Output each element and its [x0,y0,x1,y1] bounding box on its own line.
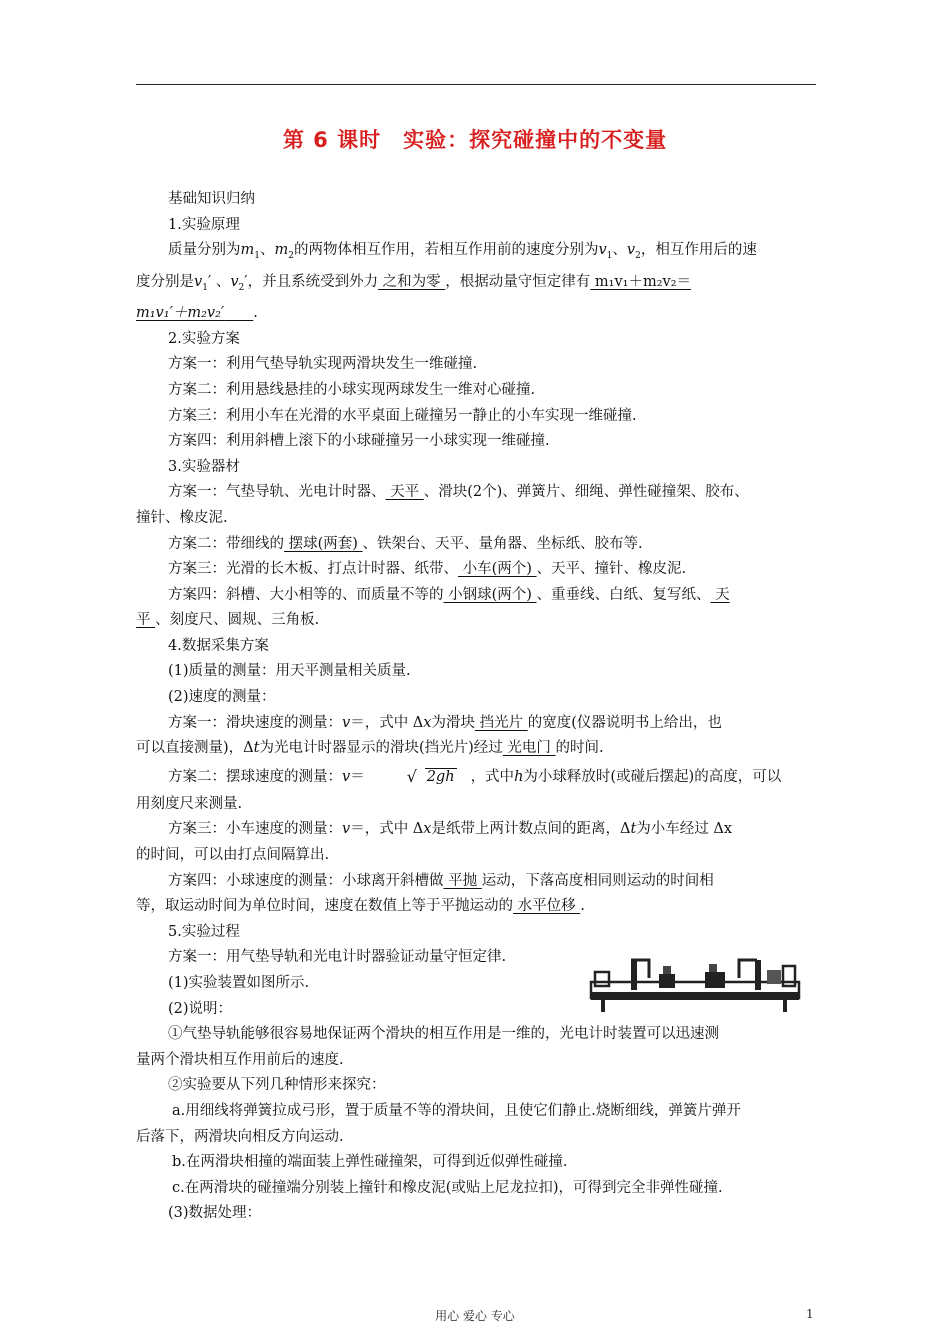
answer-blank: 平抛 [443,872,482,889]
s3-c: 方案三：光滑的长木板、打点计时器、纸带、 小车(两个) 、天平、撞针、橡皮泥. [168,561,687,578]
s5-label: 5.实验过程 [168,923,240,940]
s5-n3: (3)数据处理： [168,1205,262,1222]
answer-blank: 挡光片 [474,714,528,731]
s5-ec: c.在两滑块的碰撞端分别装上撞针和橡皮泥(或贴上尼龙拉扣)，可得到完全非弹性碰撞. [172,1179,723,1196]
answer-blank: 小车(两个) [458,561,537,578]
s5-n2: (2)说明： [168,1000,233,1017]
s2-item: 方案二：利用悬线悬挂的小球实现两球发生一维对心碰撞. [168,381,536,398]
s5-eb: b.在两滑块相撞的端面装上弹性碰撞架，可得到近似弹性碰撞. [172,1154,568,1171]
s4-b: 方案二：摆球速度的测量：v＝ √ 2gh ，式中h为小球释放时(或碰后摆起)的高度，可以 [136,762,816,792]
s3-a2: 撞针、橡皮泥. [136,509,228,526]
s5-a: 方案一：用气垫导轨和光电计时器验证动量守恒定律. [168,949,507,966]
s4-c2: 的时间，可以由打点间隔算出. [136,847,330,864]
answer-blank: 光电门 [502,740,556,757]
s5-ea: a.用细线将弹簧拉成弓形，置于质量不等的滑块间，且使它们静止.烧断细线，弹簧片弹开 [172,1102,741,1119]
s5-c1b: 量两个滑块相互作用前后的速度. [136,1051,344,1068]
section-heading: 基础知识归纳 [168,191,255,207]
s1-para: 质量分别为$m_1$、$m_2$的两物体相互作用，若相互作用前的速度分别为$v_1$、$v_2$，相互作用后的速 [168,242,757,262]
s3-d: 方案四：斜槽、大小相等的、而质量不等的 小钢球(两个) 、重垂线、白纸、复写纸、 天 [168,586,730,603]
footer-text: 用心 爱心 专心 [435,1309,515,1323]
s3-label: 3.实验器材 [168,458,240,475]
page-title: 第 6 课时 实验：探究碰撞中的不变量 [282,128,668,152]
s5-c2: ②实验要从下列几种情形来探究： [168,1077,386,1094]
answer-blank: m₁v₁＋m₂v₂＝ [590,273,692,290]
answer-blank: 摆球(两套) [284,535,363,552]
s4-q2: (2)速度的测量： [168,689,276,706]
s4-d2: 等，取运动时间为单位时间，速度在数值上等于平抛运动的 水平位移 . [136,898,585,915]
s1-para-2: 度分别是$v_1'$ 、$v_2'$，并且系统受到外力 之和为零 ，根据动量守恒定律有 m₁v₁＋m₂v₂＝ [136,273,692,293]
answer-blank: 水平位移 [513,898,581,915]
s4-q1: (1)质量的测量：用天平测量相关质量. [168,663,411,680]
s4-label: 4.数据采集方案 [168,637,269,654]
s5-c1: ①气垫导轨能够很容易地保证两个滑块的相互作用是一维的，光电计时装置可以迅速测 [168,1026,719,1043]
s2-label: 2.实验方案 [168,330,240,347]
answer-blank: m₁v₁′＋m₂v₂′ [136,305,225,322]
s5-ea2: 后落下，两滑块向相反方向运动. [136,1128,344,1145]
s4-b2: 用刻度尺来测量. [136,795,243,812]
s1-label: 1.实验原理 [168,216,240,233]
air-track-diagram [587,956,805,1018]
sqrt-expression: √ 2gh [406,766,455,786]
answer-blank: 天 [710,586,730,603]
s4-a2: 可以直接测量)，Δt为光电计时器显示的滑块(挡光片)经过 光电门 的时间. [136,740,604,757]
s2-item: 方案四：利用斜槽上滚下的小球碰撞另一小球实现一维碰撞. [168,433,550,450]
s4-d: 方案四：小球速度的测量：小球离开斜槽做 平抛 运动，下落高度相同则运动的时间相 [168,872,714,889]
page-number: 1 [806,1307,814,1321]
answer-blank: 之和为零 [378,273,446,290]
s3-a: 方案一：气垫导轨、光电计时器、 天平 、滑块(2个)、弹簧片、细绳、弹性碰撞架、胶布、 [168,484,749,501]
s4-c: 方案三：小车速度的测量：v＝，式中 Δx是纸带上两计数点间的距离，Δt为小车经过 Δx [168,821,733,838]
header-rule [136,84,816,85]
s4-a: 方案一：滑块速度的测量：v＝，式中 Δx为滑块 挡光片 的宽度(仪器说明书上给出，也 [168,714,722,731]
s3-d2: 平 、刻度尺、圆规、三角板. [136,612,320,629]
answer-blank: 平 [136,612,156,629]
s5-n1: (1)实验装置如图所示. [168,975,310,991]
s1-para-3: m₁v₁′＋m₂v₂′ . [136,305,258,322]
document-body [136,187,816,1227]
answer-blank: 天平 [385,484,424,501]
s3-b: 方案二：带细线的 摆球(两套) 、铁架台、天平、量角器、坐标纸、胶布等. [168,535,643,552]
answer-blank: 小钢球(两个) [443,586,537,603]
s2-item: 方案三：利用小车在光滑的水平桌面上碰撞另一静止的小车实现一维碰撞. [168,407,637,424]
s2-item: 方案一：利用气垫导轨实现两滑块发生一维碰撞. [168,356,478,373]
